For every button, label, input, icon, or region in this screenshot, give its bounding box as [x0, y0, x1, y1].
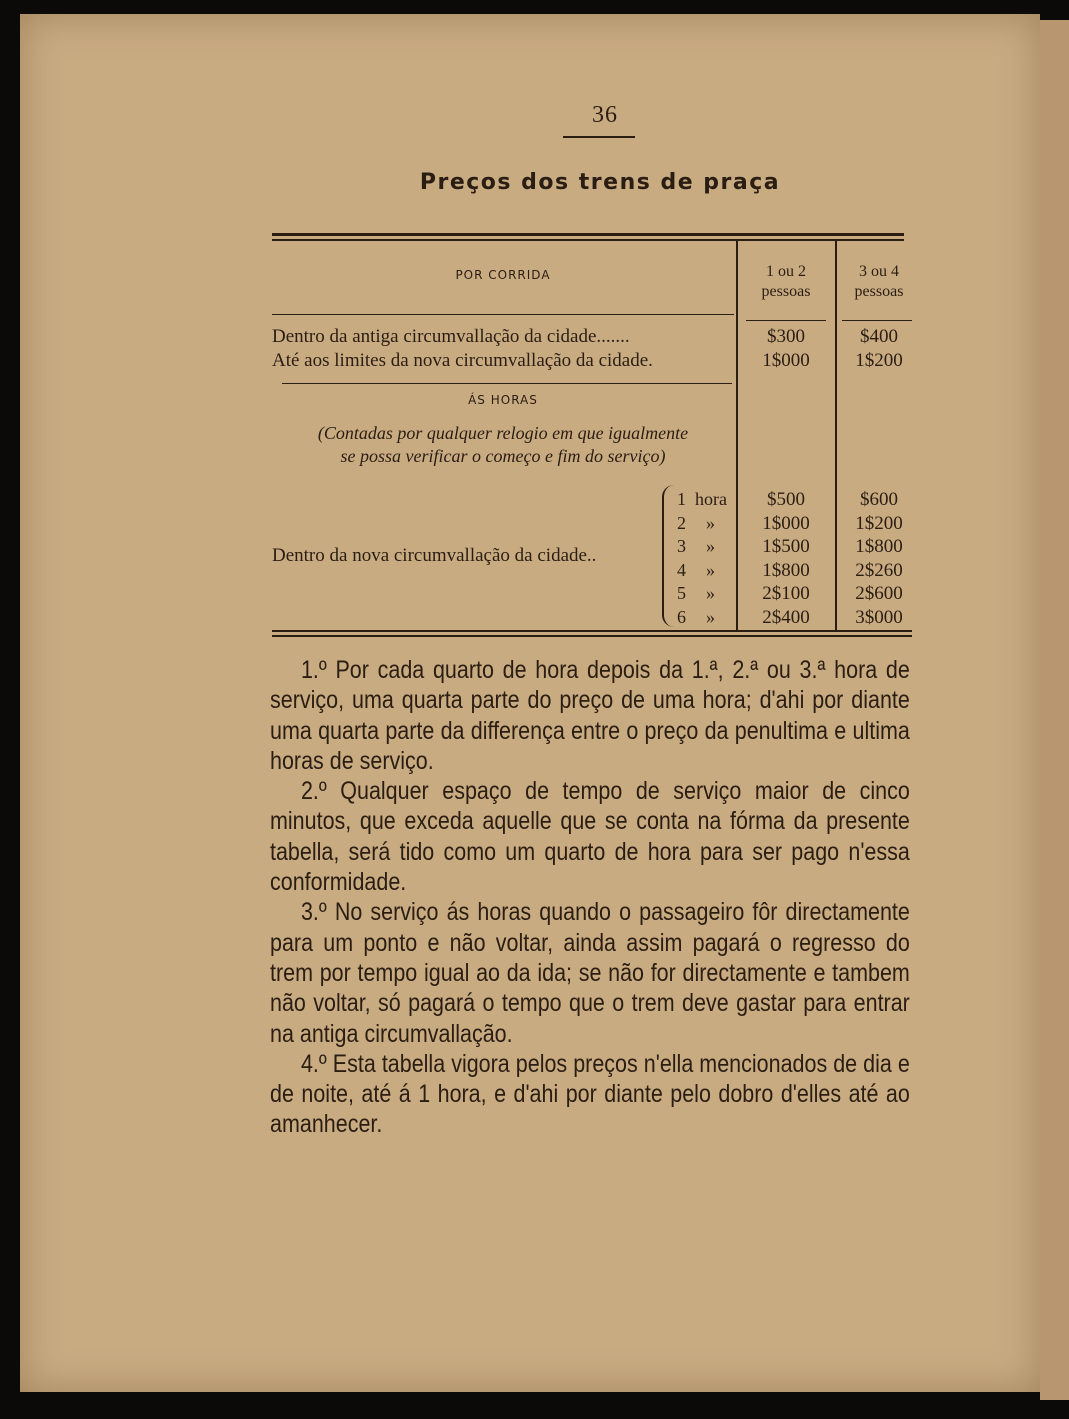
corrida-row-1-p34: $400: [860, 326, 898, 347]
header-col-2-line2: pessoas: [854, 283, 904, 300]
hour-price-3-4: 2$600: [855, 583, 903, 604]
hour-unit: »: [706, 583, 715, 603]
page-number: 36: [592, 102, 618, 128]
hour-number: 6: [677, 606, 686, 627]
corrida-row-2-p12: 1$000: [762, 350, 810, 371]
page-title: Preços dos trens de praça: [419, 170, 781, 195]
table-top-rule: [272, 233, 904, 236]
note-1: 1.º Por cada quarto de hora depois da 1.ª, 2.ª ou 3.ª hora de serviço, uma quarta parte do preço de uma hora; d'ahi por diante uma quarta parte da differença entre o preço da penultima e ultima horas de serviço.: [270, 656, 910, 775]
header-col-2-line1: 3 ou 4: [859, 263, 899, 280]
hour-price-3-4: 1$200: [855, 512, 903, 534]
as-horas-row-label: Dentro da nova circumvallação da cidade..: [272, 545, 597, 566]
corrida-row-1-p12: $300: [767, 326, 805, 347]
hours-brace: [662, 485, 678, 627]
corrida-row-2-p34: 1$200: [855, 350, 903, 371]
section-rule: [282, 383, 732, 384]
hour-price-3-4: 2$260: [855, 559, 903, 581]
hour-unit: »: [706, 536, 715, 556]
header-rule: [272, 314, 734, 315]
header-rule-col1: [746, 320, 826, 321]
as-horas-note-line-1: (Contadas por qualquer relogio em que igualmente: [317, 423, 689, 443]
hour-number: 3: [677, 536, 686, 556]
note-4: 4.º Esta tabella vigora pelos preços n'ella mencionados de dia e de noite, até á 1 hora, e d'ahi por diante pelo dobro d'elles até ao amanhecer.: [270, 1049, 910, 1139]
page-number-underline: [563, 136, 635, 138]
as-horas-label: ÁS HORAS: [468, 393, 538, 407]
note-3: 3.º No serviço ás horas quando o passageiro fôr directamente para um ponto e não voltar, ainda assim pagará o regresso do trem por tempo igual ao da ida; se não for directamente e tambem não voltar, só pagará o tempo que o trem deve gastar para entrar na antiga circumvallação.: [270, 898, 910, 1048]
table-bottom-rule-2: [272, 635, 912, 637]
corrida-row-2-label: Até aos limites da nova circumvallação da cidade.: [272, 350, 653, 371]
hour-number: 1: [677, 489, 686, 509]
hour-price-3-4: 1$800: [855, 536, 903, 557]
header-col-2: [837, 262, 921, 302]
hour-price-1-2: 2$100: [762, 583, 810, 604]
table-top-rule-2: [272, 239, 904, 241]
hour-price-3-4: $600: [860, 489, 898, 510]
hour-unit: »: [706, 512, 715, 533]
hour-price-1-2: 1$000: [762, 512, 810, 534]
hour-price-3-4: 3$000: [855, 606, 903, 628]
header-col-1: [738, 262, 834, 302]
adjacent-page-edge: [1040, 20, 1069, 1400]
hour-number: 4: [677, 559, 686, 580]
as-horas-note-line-2: se possa verificar o começo e fim do serviço): [340, 446, 666, 466]
hour-number: 2: [677, 512, 686, 533]
hour-unit: hora: [695, 489, 727, 509]
hour-unit: »: [706, 606, 715, 627]
table-bottom-rule: [272, 630, 912, 632]
notes-block: [270, 655, 910, 1140]
hour-price-1-2: 1$500: [762, 536, 810, 557]
hour-number: 5: [677, 583, 686, 603]
hour-price-1-2: 1$800: [762, 559, 810, 581]
header-por-corrida: POR CORRIDA: [455, 268, 551, 282]
hour-price-1-2: $500: [767, 489, 805, 510]
header-col-1-line1: 1 ou 2: [766, 263, 806, 280]
header-col-1-line2: pessoas: [761, 283, 811, 300]
header-rule-col2: [842, 320, 912, 321]
hour-price-1-2: 2$400: [762, 606, 810, 628]
hour-unit: »: [706, 559, 715, 580]
corrida-row-1-label: Dentro da antiga circumvallação da cidade.......: [272, 326, 630, 347]
note-2: 2.º Qualquer espaço de tempo de serviço maior de cinco minutos, que exceda aquelle que se conta na fórma da presente tabella, será tido como um quarto de hora para ser pago n'essa conformidade.: [270, 777, 910, 897]
